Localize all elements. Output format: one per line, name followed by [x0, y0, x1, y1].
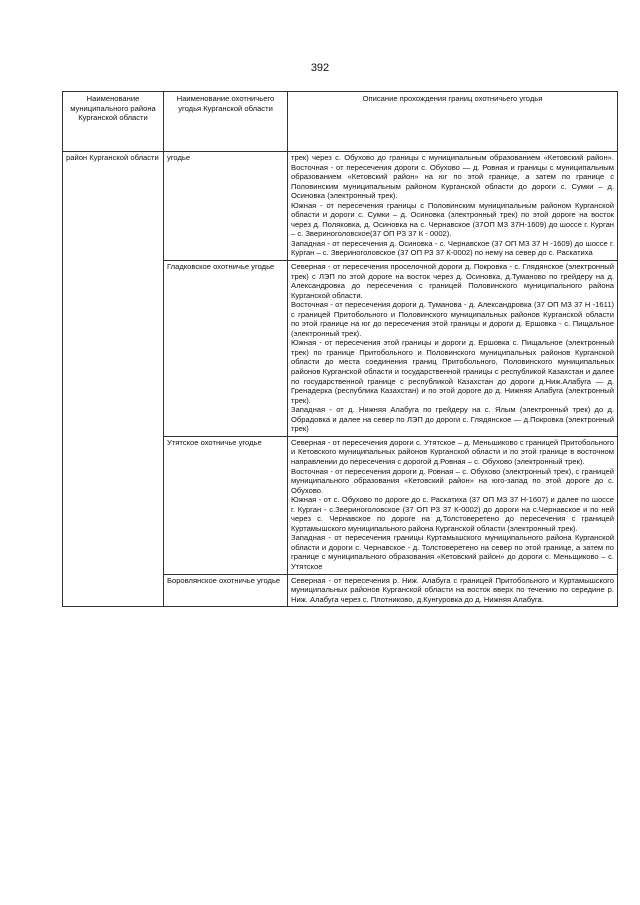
table-row	[63, 152, 618, 261]
boundary-paragraph: Северная - от пересечения дороги с. Утятское – д. Меньшиково с границей Притобольного и Кетовского муниципальных районов Курганской области и по этой границе в восточном направлении до пересечения с дорогой д.Ровная – с. Обухово (электронный трек).	[291, 437, 614, 466]
boundary-paragraph: Южная - от с. Обухово по дороге до с. Раскатиха (37 ОП МЗ 37 Н-1607) и далее по шоссе г. Курган - с.Звериноголовское (37 ОП РЗ 37 К-0002) до дороги на с.Чернавское и по ней через с. Чернавское по дороге на д.Толстоверетено до пересечения с границей Куртамышского муниципального района Курганской области (электронный трек).	[291, 495, 614, 533]
boundary-description	[288, 436, 618, 574]
header-boundary-description: Описание прохождения границ охотничьего угодья	[288, 92, 618, 152]
boundary-paragraph: Северная - от пересечения проселочной дороги д. Покровка - с. Глядянское (электронный трек) с ЛЭП по этой дороге на восток через д. Осиновка, д.Туманово по грейдеру на д. Александровка до пересечения с границей Половинского муниципального района Курганской области.	[291, 262, 614, 300]
boundary-paragraph: Западная - от пересечения д. Осиновка - с. Чернавское (37 ОП МЗ 37 Н -1609) до шоссе г. Курган – с. Звериноголовское (37 ОП РЗ 37 К-0002) по нему на север до с. Раскатиха	[291, 238, 614, 258]
boundary-description	[288, 152, 618, 261]
boundary-description	[288, 574, 618, 607]
boundary-paragraph: Западная - от д. Нижняя Алабуга по грейдеру на с. Ялым (электронный трек) до д. Обрадовка и далее на север по ЛЭП до дороги с. Глядянское — д.Покровка (электронный трек)	[291, 405, 614, 434]
header-district: Наименование муниципального района Курганской области	[63, 92, 164, 152]
boundary-paragraph: трек) через с. Обухово до границы с муниципальным образованием «Кетовский район». Восточная - от пересечения дороги с. Обухово — д. Ровная и границы с муниципальным образованием «Кетовский район» на юг по этой границе, а затем по границе с Половинским муниципальным районом Курганской области до дороги с. Сумки – д. Осиновка (электронный трек).	[291, 153, 614, 201]
page-number: 392	[310, 62, 330, 74]
hunting-ground-name: угодье	[164, 152, 288, 261]
hunting-ground-name: Боровлянское охотничье угодье	[164, 574, 288, 607]
header-hunting-ground: Наименование охотничьего угодья Курганской области	[164, 92, 288, 152]
hunting-ground-name: Утятское охотничье угодье	[164, 436, 288, 574]
hunting-grounds-table	[62, 91, 618, 607]
boundary-description	[288, 261, 618, 437]
boundary-paragraph: Южная - от пересечения этой границы и дороги д. Ершовка с. Пищальное (электронный трек) по границе Притобольного и Половинского муниципальных районов Курганской области до места соединения границ Притобольного, Половинского муниципальных районов Курганской области и государственной границы с республикой Казахстан и далее по государственной границе с республикой Казахстан до дороги д.Ниж.Алабуга — д. Гренадерка (республика Казахстан) и по этой дороге до д. Нижняя Алабуга (электронный трек).	[291, 338, 614, 405]
table-header-row	[63, 92, 618, 152]
district-cell: район Курганской области	[63, 152, 164, 607]
hunting-ground-name: Гладковское охотничье угодье	[164, 261, 288, 437]
boundary-paragraph: Западная - от пересечения границы Куртамышского муниципального района Курганской области и дороги с. Чернавское - д. Толстоверетено на север по этой границе, а затем по границе с муниципального образования «Кетовский район» до дороги с. Меньщиково – с. Утятское	[291, 533, 614, 571]
boundary-paragraph: Восточная - от пересечения дороги д. Туманова - д. Александровка (37 ОП МЗ 37 Н -1611) с границей Притобольного и Половинского муниципальных районов Курганской области по этой границе на юг до пересечения этой границы и дороги д. Ершовка - с. Пищальное (электронный трек).	[291, 300, 614, 338]
boundary-paragraph: Восточная - от пересечения дороги д. Ровная – с. Обухово (электронный трек), с границей муниципального образования «Кетовский район» на юго-запад по этой дороге до с. Обухово.	[291, 466, 614, 495]
boundary-paragraph: Северная - от пересечения р. Ниж. Алабуга с границей Притобольного и Куртамышского муниципальных районов Курганской области на восток вверх по течению по середине р. Ниж. Алабуга через с. Плотниково, д.Кунгуровка до д. Нижняя Алабуга.	[291, 575, 614, 604]
boundary-paragraph: Южная - от пересечения границы с Половинским муниципальным районом Курганской области и дороги с. Сумки – д. Осиновка (электронный трек) по этой дороге на восток через д. Поляковка, д. Осиновка на с. Чернавское (37ОП МЗ 37Н-1609) до шоссе г. Курган – с. Звериноголовское(37 ОП РЗ 37 К - 0002).	[291, 200, 614, 239]
